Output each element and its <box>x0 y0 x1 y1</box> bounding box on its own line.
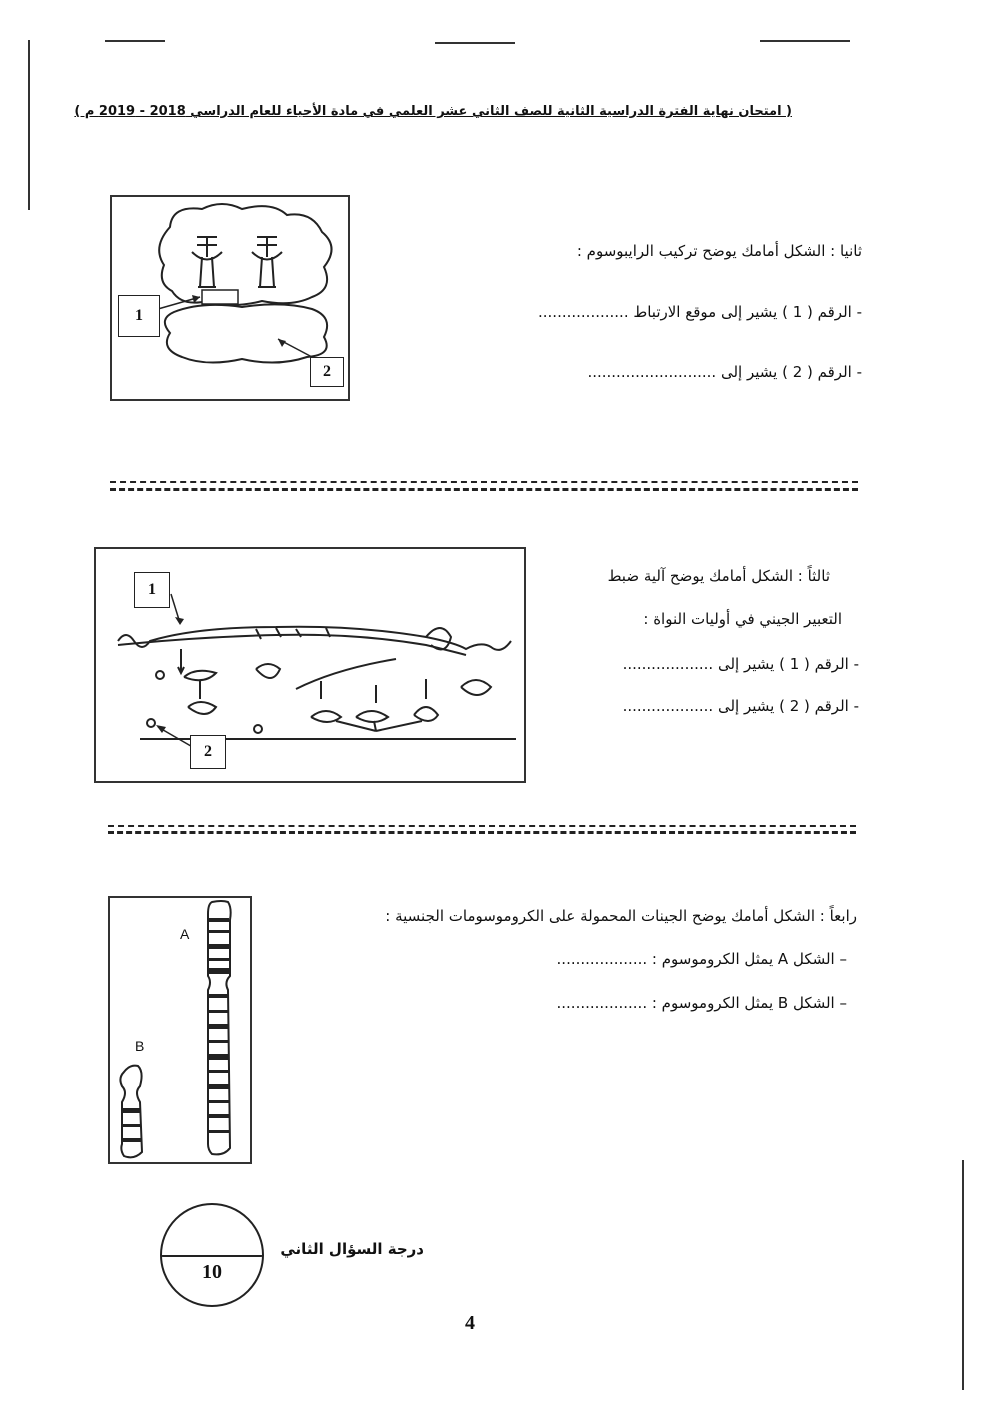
ribosome-label-2: 2 <box>310 357 344 387</box>
q2-item-2: - الرقم ( 2 ) يشير إلى ........................... <box>587 363 862 381</box>
q3-item-2: - الرقم ( 2 ) يشير إلى ................... <box>622 697 859 715</box>
section-divider-2b <box>108 831 856 834</box>
operon-label-1: 1 <box>134 572 170 608</box>
score-circle <box>160 1203 264 1307</box>
chromosome-label-b: B <box>135 1038 145 1054</box>
page-number: 4 <box>465 1312 475 1334</box>
q4-item-2: – الشكل B يمثل الكروموسوم : ................... <box>556 994 847 1012</box>
score-divider <box>162 1255 262 1257</box>
operon-label-2: 2 <box>190 735 226 769</box>
q4-heading: رابعاً : الشكل أمامك يوضح الجينات المحمولة على الكروموسومات الجنسية : <box>385 907 857 925</box>
top-rule-mid <box>435 42 515 44</box>
section-divider-1b <box>110 481 858 483</box>
ribosome-figure <box>110 195 350 401</box>
q3-heading: ثالثاً : الشكل أمامك يوضح آلية ضبط <box>607 567 830 585</box>
section-divider-1 <box>110 488 858 491</box>
score-total: 10 <box>202 1261 222 1283</box>
scan-edge-right <box>962 1160 964 1390</box>
q4-item-1: – الشكل A يمثل الكروموسوم : ................... <box>556 950 847 968</box>
ribosome-label-1: 1 <box>118 295 160 337</box>
q3-item-1: - الرقم ( 1 ) يشير إلى ................... <box>622 655 859 673</box>
chromosome-figure <box>108 896 252 1164</box>
exam-header-title: ( امتحان نهاية الفترة الدراسية الثانية للصف الثاني عشر العلمي في مادة الأحياء للعام الدراسي 2018 - 2019 م ) <box>74 104 792 119</box>
q2-item-1: - الرقم ( 1 ) يشير إلى موقع الارتباط ................... <box>538 303 862 321</box>
section-divider-2 <box>108 825 856 827</box>
chromosome-label-a: A <box>180 926 190 942</box>
score-label: درجة السؤال الثاني <box>280 1240 424 1258</box>
operon-figure <box>94 547 526 783</box>
q3-heading-line2: التعبير الجيني في أوليات النواة : <box>643 610 842 628</box>
top-rule-right <box>760 40 850 42</box>
top-rule-left <box>105 40 165 42</box>
q2-heading: ثانيا : الشكل أمامك يوضح تركيب الرايبوسوم : <box>576 242 862 260</box>
scan-edge-left <box>28 40 30 210</box>
